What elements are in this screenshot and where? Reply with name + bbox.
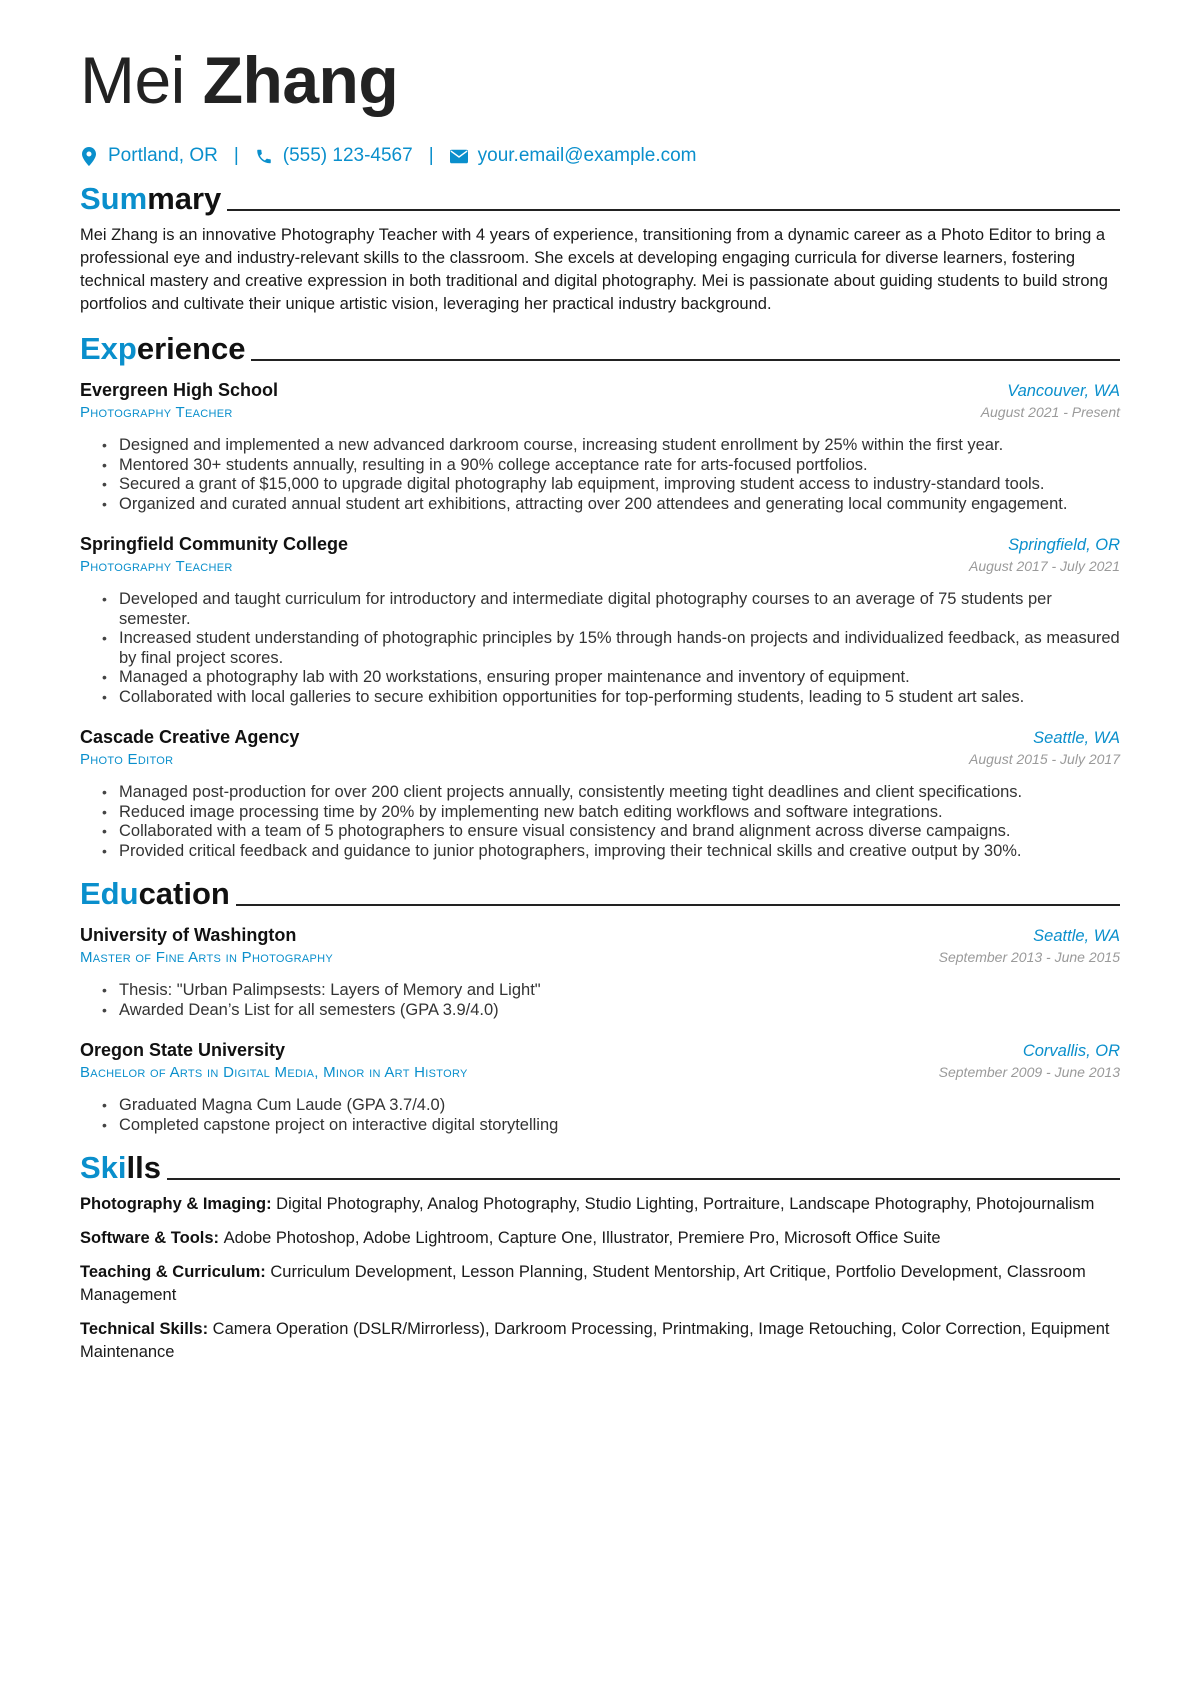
skill-label: Technical Skills: <box>80 1320 213 1338</box>
experience-heading <box>80 330 1120 368</box>
employer-name: Evergreen High School <box>80 380 279 400</box>
section-divider <box>236 904 1120 906</box>
bullet-item: • Developed and taught curriculum for introductory and intermediate digital photography courses to an average of 75 students per semester. <box>102 590 1120 629</box>
job-title: Photography Teacher <box>80 558 233 575</box>
map-pin-icon <box>80 146 98 166</box>
school-location: Seattle, WA <box>1033 927 1120 945</box>
bullet-item: • Managed a photography lab with 20 workstations, ensuring proper maintenance and inventory of equipment. <box>102 668 1120 688</box>
last-name: Zhang <box>202 43 399 117</box>
bullet-item: • Thesis: "Urban Palimpsests: Layers of Memory and Light" <box>102 981 1120 1001</box>
school-location: Corvallis, OR <box>1022 1042 1120 1060</box>
section-divider <box>251 359 1120 361</box>
study-dates: September 2009 - June 2013 <box>938 1064 1120 1080</box>
skills-title-rest: lls <box>126 1150 161 1185</box>
contact-email[interactable] <box>450 145 697 167</box>
skill-label: Photography & Imaging: <box>80 1195 277 1213</box>
job-location: Vancouver, WA <box>1007 382 1120 400</box>
bullet-item: • Provided critical feedback and guidance to junior photographers, improving their technical skills and creative output by 30%. <box>102 842 1120 862</box>
contact-location <box>80 145 218 167</box>
employer-name: Springfield Community College <box>80 534 349 554</box>
bullet-item: • Designed and implemented a new advanced darkroom course, increasing student enrollment by 25% within the first year. <box>102 436 1120 456</box>
phone-text[interactable]: (555) 123-4567 <box>282 145 413 166</box>
job-bullets <box>80 590 1120 707</box>
summary-title-accent: Sum <box>80 181 148 216</box>
degree-name: Master of Fine Arts in Photography <box>80 949 333 966</box>
experience-entry <box>80 532 1120 707</box>
bullet-item: • Collaborated with local galleries to secure exhibition opportunities for top-performing students, leading to 5 student art sales. <box>102 688 1120 708</box>
job-title: Photography Teacher <box>80 404 233 421</box>
skills-heading <box>80 1149 1120 1187</box>
job-bullets <box>80 436 1120 514</box>
education-title-accent: Edu <box>80 876 139 911</box>
education-title <box>80 875 230 913</box>
phone-icon <box>255 146 273 166</box>
bullet-item: • Graduated Magna Cum Laude (GPA 3.7/4.0) <box>102 1096 1120 1116</box>
bullet-item: • Mentored 30+ students annually, resulting in a 90% college acceptance rate for arts-focused portfolios. <box>102 456 1120 476</box>
skill-label: Teaching & Curriculum: <box>80 1263 271 1281</box>
skill-items: Digital Photography, Analog Photography, Studio Lighting, Portraiture, Landscape Photography, Photojournalism <box>276 1195 1095 1213</box>
experience-title <box>80 330 245 368</box>
bullet-item: • Increased student understanding of photographic principles by 15% through hands-on projects and individualized feedback, as measured by final project scores. <box>102 629 1120 668</box>
skill-group <box>80 1261 1120 1307</box>
skill-items: Camera Operation (DSLR/Mirrorless), Darkroom Processing, Printmaking, Image Retouching, Color Correction, Equipment Maintenance <box>80 1320 1110 1361</box>
experience-title-rest: erience <box>136 331 246 366</box>
bullet-item: • Secured a grant of $15,000 to upgrade digital photography lab equipment, improving student access to industry-standard tools. <box>102 475 1120 495</box>
section-divider <box>227 209 1120 211</box>
degree-name: Bachelor of Arts in Digital Media, Minor in Art History <box>80 1064 468 1081</box>
school-name: University of Washington <box>80 925 297 945</box>
experience-entry <box>80 725 1120 861</box>
summary-heading <box>80 180 1120 218</box>
skills-list <box>80 1193 1120 1364</box>
bullet-item: • Reduced image processing time by 20% by implementing new batch editing workflows and software integrations. <box>102 803 1120 823</box>
contact-bar <box>80 142 1120 170</box>
education-entry <box>80 923 1120 1020</box>
contact-separator: | <box>428 145 434 166</box>
school-name: Oregon State University <box>80 1040 286 1060</box>
skill-group <box>80 1193 1120 1216</box>
study-dates: September 2013 - June 2015 <box>938 949 1120 965</box>
job-dates: August 2015 - July 2017 <box>969 751 1120 767</box>
job-dates: August 2017 - July 2021 <box>969 558 1120 574</box>
envelope-icon <box>450 146 468 166</box>
experience-title-accent: Exp <box>80 331 137 366</box>
skill-group <box>80 1227 1120 1250</box>
first-name: Mei <box>80 43 185 117</box>
contact-phone[interactable] <box>255 145 413 167</box>
skill-group <box>80 1318 1120 1364</box>
skills-title <box>80 1149 161 1187</box>
summary-text: Mei Zhang is an innovative Photography Teacher with 4 years of experience, transitioning from a dynamic career as a Photo Editor to bring a professional eye and industry-relevant skills to the classroom. She excels at developing engaging curricula for diverse learners, fostering technical mastery and creative expression in both traditional and digital photography. Mei is passionate about guiding students to build strong portfolios and cultivate their unique artistic vision, leveraging her practical industry background. <box>80 226 1108 313</box>
location-text: Portland, OR <box>108 145 218 166</box>
education-bullets <box>80 1096 1120 1135</box>
education-bullets <box>80 981 1120 1020</box>
section-divider <box>167 1178 1120 1180</box>
email-link[interactable]: your.email@example.com <box>477 145 697 166</box>
skill-label: Software & Tools: <box>80 1229 224 1247</box>
education-entry <box>80 1038 1120 1135</box>
summary-title <box>80 180 221 218</box>
candidate-name <box>80 40 1120 120</box>
contact-separator: | <box>233 145 239 166</box>
education-title-rest: cation <box>138 876 230 911</box>
bullet-item: • Managed post-production for over 200 client projects annually, consistently meeting tight deadlines and client specifications. <box>102 783 1120 803</box>
bullet-item: • Organized and curated annual student art exhibitions, attracting over 200 attendees and generating local community engagement. <box>102 495 1120 515</box>
bullet-item: • Completed capstone project on interactive digital storytelling <box>102 1116 1120 1136</box>
experience-entry <box>80 378 1120 514</box>
job-location: Seattle, WA <box>1033 729 1120 747</box>
resume-page <box>80 40 1120 1375</box>
summary-title-rest: mary <box>147 181 222 216</box>
bullet-item: • Collaborated with a team of 5 photographers to ensure visual consistency and brand alignment across diverse campaigns. <box>102 822 1120 842</box>
job-location: Springfield, OR <box>1008 536 1120 554</box>
skills-title-accent: Ski <box>80 1150 127 1185</box>
job-dates: August 2021 - Present <box>980 404 1120 420</box>
job-title: Photo Editor <box>80 751 174 768</box>
job-bullets <box>80 783 1120 861</box>
education-heading <box>80 875 1120 913</box>
skill-items: Adobe Photoshop, Adobe Lightroom, Capture One, Illustrator, Premiere Pro, Microsoft Office Suite <box>223 1229 941 1247</box>
skill-items: Curriculum Development, Lesson Planning, Student Mentorship, Art Critique, Portfolio Development, Classroom Management <box>80 1263 1086 1304</box>
bullet-item: • Awarded Dean’s List for all semesters (GPA 3.9/4.0) <box>102 1001 1120 1021</box>
employer-name: Cascade Creative Agency <box>80 727 300 747</box>
